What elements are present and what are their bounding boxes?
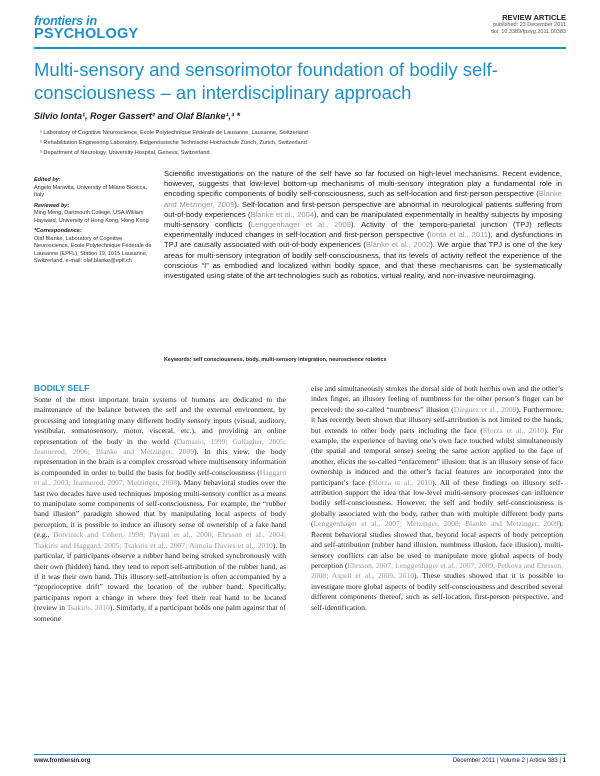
body-text: ). Many behavioral studies over the last two decades have used techniques imposing multi-sensory conflict as a means to manipulate some components of self-consciousness. For example, the “rubber hand illusion” paradigm showed that by manipulating local aspects of body perception, it is possible to induce an illusory sense of ownership of a fake hand (e.g., [34, 478, 286, 540]
body-text: ). In particular, if participants observe a rubber hand being stroked synchronously with their own (hidden) hand, they tend to report self-attribution of the rubber hand, as if it was their own hand. This illusory self-attribution is often accompanied by a “proprioceptive drift” toward the location of the rubber hand. Specifically, participants report a change in where they feel their real hand to be located (review in [34, 540, 286, 613]
article-type: REVIEW ARTICLE [502, 13, 566, 22]
reviewed-by-label: Reviewed by: [34, 202, 70, 209]
reviewed-by: Ming Meng, Dartmouth College, USA William Hayward, University of Hong Kong, Hong Kong [34, 210, 149, 224]
footer-rule [34, 754, 566, 755]
citation-link[interactable]: Blanke et al., 2002 [365, 240, 431, 250]
citation-link[interactable]: Sforza et al., 2010 [482, 425, 545, 435]
keywords-list: self consciousness, body, multi-sensory integration, neuroscience robotics [193, 357, 387, 363]
body-column-right [311, 384, 563, 613]
published-date: published: 23 December 2011 [493, 22, 566, 28]
logo-line1: frontiers in [34, 14, 97, 28]
citation-link[interactable]: Blanke et al., 2004 [250, 209, 314, 219]
authors: Silvio Ionta¹, Roger Gassert² and Olaf Blanke¹,³ * [34, 111, 241, 121]
citation-link[interactable]: Damasio, 1999; Gallagher, 2005; Jeannerod, 2006; Blanke and Metzinger, 2009 [34, 436, 286, 457]
correspondence: Olaf Blanke, Laboratory of Cognitive Neuroscience, Ecole Polytechnique Fédérale de Lausanne (EPFL), Station 19, 1015 Lausanne, Switzerland. e-mail: olaf.blanke@epfl.ch [34, 235, 152, 264]
citation-link[interactable]: Botvinick and Cohen, 1998; Pavani et al., 2000; Ehrsson et al., 2004; Tsakiris and Haggard, 2005; Tsakiris et al., 2007; Aimola Davies et al., 2010 [34, 530, 286, 550]
logo-line2: PSYCHOLOGY [34, 26, 139, 42]
citation-link[interactable]: Lenggenhager et al., 2007; Metzinger, 2008; Blanke and Metzinger, 2009 [313, 519, 559, 529]
body-text: Some of the most important brain systems of humans are dedicated to the maintenance of the balance between the self and the external environment, by processing and integrating many different bodily sensory inputs (visual, auditory, vestibular, somatosensory, motor, visceral, etc.), and providing an online representation of the body in the world ( [34, 395, 286, 446]
abstract [164, 169, 562, 281]
body-text: ). In this view, the body representation in the brain is a complex crossroad where multisensory information is compounded in order to build the basis for bodily self-consciousness ( [34, 447, 286, 477]
editorial-sidebar [34, 177, 154, 269]
citation-link[interactable]: Blanke and Metzinger, 2009 [164, 189, 562, 209]
citation-link[interactable]: Lenggenhager et al., 2009 [250, 220, 351, 230]
citation-link[interactable]: Dieguez et al., 2009 [453, 404, 517, 414]
header-rule [34, 47, 566, 49]
journal-logo [34, 15, 138, 41]
body-text: ). Furthermore, it has recently been shown that illusory self-attribution is not limited to the hands, but extends to other body parts including the face ( [311, 404, 563, 435]
edited-by: Angelo Maravita, University of Milano Bicocca, Italy [34, 184, 148, 198]
abstract-text: ). We argue that TPJ is one of the key areas for multi-sensory integration of bodily self-consciousness, that its levels of activity reflect the experience of the conscious “I” as embodied and localized within bodily space, and that these mechanisms can be systematically investigated using state of the art technologies such as robotics, virtual reality, and non-invasive neuroimaging. [164, 240, 562, 281]
citation-link[interactable]: Tsakiris, 2010 [66, 603, 110, 613]
keywords-label: Keywords: [164, 357, 192, 363]
citation-link[interactable]: Ionta et al., 2011 [429, 230, 488, 240]
section-heading: BODILY SELF [34, 383, 90, 393]
body-column-left [34, 395, 286, 624]
citation-link[interactable]: Ehrsson, 2007; Lenggenhager et al., 2007, 2009; Petkova and Ehrsson, 2008; Aspell et al., 2009, 2010 [311, 560, 563, 581]
issue-info [453, 758, 566, 764]
citation-link[interactable]: Sforza et al., 2010 [371, 477, 433, 487]
issue-text: December 2011 | Volume 2 | Article 383 | [452, 758, 561, 764]
citation-link[interactable]: Haggard et al., 2003; Jeannerod, 2007; Metzinger, 2008 [34, 467, 286, 488]
body-text: else and simultaneously strokes the dorsal side of both her/his own and the other’s index finger, an illusory feeling of numbness for the other person’s finger can be perceived: the so-called “numbness” illusion ( [311, 384, 563, 414]
abstract-text: ), and dysfunctions in TPJ are causally associated with out-of-body experiences ( [164, 230, 563, 250]
page-number: 1 [562, 758, 566, 764]
affiliation: ³ Department of Neurology, University Hospital, Geneva, Switzerland [40, 150, 210, 156]
affiliations [40, 128, 308, 158]
correspondence-label: *Correspondence: [34, 228, 82, 234]
abstract-text: ). Activity of the temporo-parietal junction (TPJ) reflects experimentally induced changes in self-location and first-person perspective ( [164, 220, 562, 240]
article-meta [491, 13, 566, 36]
abstract-text: Scientific investigations on the nature of the self have so far focused on high-level mechanisms. Recent evidence, however, suggests that low-level bottom-up mechanisms of multi-sensory integration play a fundamental role in encoding specific components of bodily self-consciousness, such as self-location and first-person perspective ( [164, 169, 562, 199]
body-text: ). All of these findings on illusory self-attribution support the idea that low-level multi-sensory processes can influence bodily self-consciousness. However, the self and bodily self-consciousness is globally associated with the body, rather than with multiple different body parts ( [311, 477, 563, 529]
keywords [164, 357, 386, 363]
doi[interactable]: doi: 10.3389/fpsyg.2011.00383 [490, 29, 566, 35]
body-text: ). Recent behavioral studies showed that, beyond local aspects of body perception and self-attribution (rubber hand illusion, numbness illusion, face illusion), multi-sensory conflicts can also be used to manipulate more global aspects of body perception ( [311, 519, 563, 570]
article-title: Multi-sensory and sensorimotor foundation of bodily self-consciousness – an interdisciplinary approach [34, 59, 498, 103]
body-text: ). For example, the experience of having one’s own face touched whilst simultaneously (the spatial and temporal sense) seeing the same action applied to the face of another, elicits the so-called “enfacement” illusion: that is an illusory sense of face ownership is induced and the other’s facial features are incorporated into the participant’s face ( [311, 425, 563, 487]
journal-website[interactable]: www.frontiersin.org [34, 758, 91, 764]
affiliation: ² Rehabilitation Engineering Laboratory, Eidgenössische Technische Hochschule Zürich, Zurich, Switzerland [40, 140, 307, 146]
body-text: ). Similarly, if a participant holds one palm against that of someone [34, 603, 287, 623]
edited-by-label: Edited by: [34, 177, 61, 183]
abstract-text: ), and can be manipulated experimentally in healthy subjects by imposing multi-sensory conflicts ( [164, 209, 563, 230]
abstract-text: ). Self-location and first-person perspective are abnormal in neurological patients suffering from out-of-body experiences ( [164, 199, 562, 219]
body-text: ). These studies showed that it is possible to investigate more global aspects of bodily self-consciousness and described several different components thereof, such as self-location, first-person perspective, and self-identification. [311, 571, 563, 612]
affiliation: ¹ Laboratory of Cognitive Neuroscience, Ecole Polytechnique Fédérale de Lausanne, Lausanne, Switzerland [40, 130, 309, 136]
